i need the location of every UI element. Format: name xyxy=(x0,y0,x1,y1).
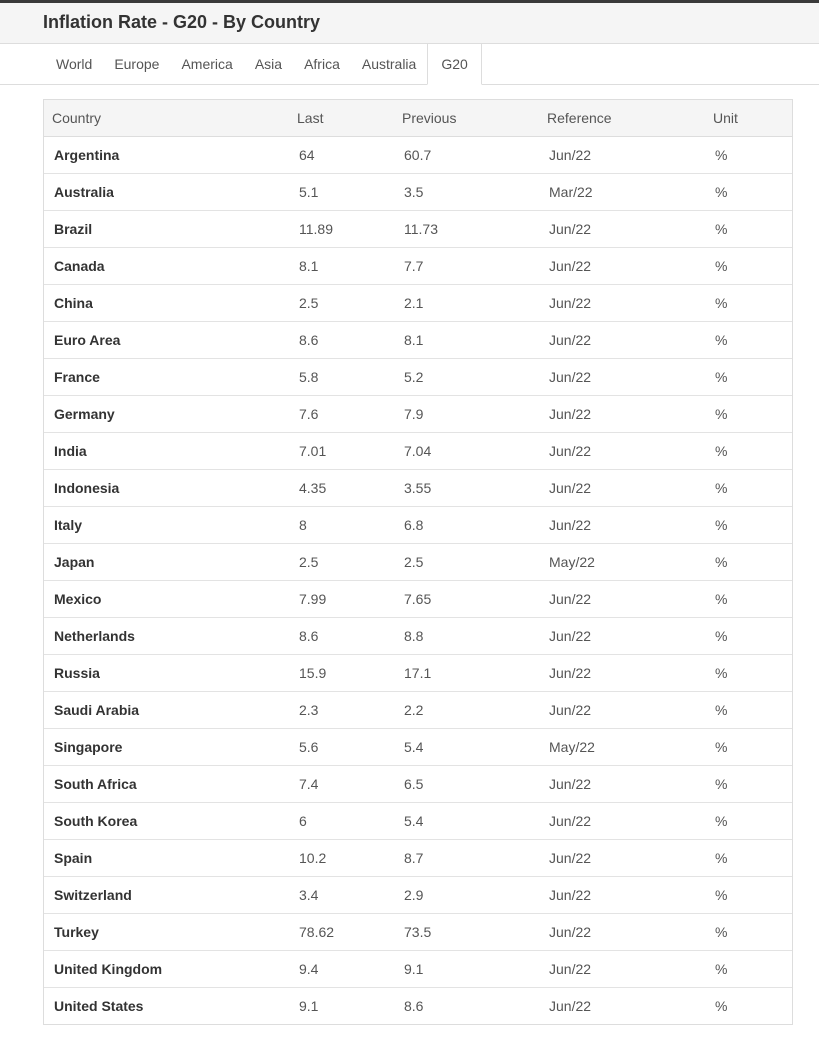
country-cell[interactable]: Singapore xyxy=(44,729,289,766)
region-tabs xyxy=(0,44,819,85)
table-row xyxy=(44,729,792,766)
previous-cell: 5.2 xyxy=(394,359,539,396)
reference-cell: Jun/22 xyxy=(539,692,705,729)
previous-cell: 8.1 xyxy=(394,322,539,359)
country-cell[interactable]: Turkey xyxy=(44,914,289,951)
country-cell[interactable]: Argentina xyxy=(54,147,120,163)
last-cell: 4.35 xyxy=(289,470,394,507)
previous-cell: 8.7 xyxy=(394,840,539,877)
last-cell: 3.4 xyxy=(289,877,394,914)
unit-cell: % xyxy=(705,544,792,581)
unit-cell: % xyxy=(705,729,792,766)
previous-cell: 8.8 xyxy=(394,618,539,655)
tab-world[interactable]: World xyxy=(56,56,93,72)
column-header-previous[interactable]: Previous xyxy=(394,100,539,137)
last-cell: 9.4 xyxy=(289,951,394,988)
reference-cell: Jun/22 xyxy=(539,359,705,396)
reference-cell: Jun/22 xyxy=(539,396,705,433)
table-row xyxy=(44,544,792,581)
last-cell: 8 xyxy=(289,507,394,544)
country-cell[interactable]: Canada xyxy=(44,248,289,285)
last-cell: 64 xyxy=(299,147,315,163)
inflation-table-container xyxy=(43,99,793,1025)
table-header-row xyxy=(44,100,792,137)
unit-cell: % xyxy=(705,766,792,803)
last-cell: 78.62 xyxy=(289,914,394,951)
reference-cell: Jun/22 xyxy=(539,507,705,544)
country-cell[interactable]: Indonesia xyxy=(44,470,289,507)
reference-cell: Jun/22 xyxy=(539,285,705,322)
reference-cell: Jun/22 xyxy=(539,655,705,692)
reference-cell: Jun/22 xyxy=(539,766,705,803)
unit-cell: % xyxy=(705,655,792,692)
reference-cell: May/22 xyxy=(539,729,705,766)
country-cell[interactable]: Netherlands xyxy=(44,618,289,655)
inflation-table xyxy=(44,100,792,1024)
reference-cell: Jun/22 xyxy=(539,322,705,359)
column-header-last[interactable]: Last xyxy=(289,100,394,137)
last-cell: 7.4 xyxy=(289,766,394,803)
unit-cell: % xyxy=(705,507,792,544)
table-row xyxy=(44,359,792,396)
unit-cell: % xyxy=(705,840,792,877)
unit-cell: % xyxy=(705,803,792,840)
table-row xyxy=(44,396,792,433)
table-row xyxy=(44,322,792,359)
reference-cell: Jun/22 xyxy=(539,988,705,1025)
unit-cell: % xyxy=(705,322,792,359)
unit-cell: % xyxy=(705,433,792,470)
page-title: Inflation Rate - G20 - By Country xyxy=(43,12,321,32)
table-row xyxy=(44,470,792,507)
reference-cell: Jun/22 xyxy=(549,147,592,163)
previous-cell: 3.55 xyxy=(394,470,539,507)
reference-cell: Jun/22 xyxy=(539,248,705,285)
unit-cell: % xyxy=(705,470,792,507)
country-cell[interactable]: Switzerland xyxy=(44,877,289,914)
previous-cell: 7.7 xyxy=(394,248,539,285)
table-row xyxy=(44,285,792,322)
country-cell[interactable]: Germany xyxy=(44,396,289,433)
tab-america[interactable]: America xyxy=(181,56,233,72)
unit-cell: % xyxy=(705,877,792,914)
reference-cell: Jun/22 xyxy=(539,840,705,877)
country-cell[interactable]: United Kingdom xyxy=(44,951,289,988)
last-cell: 11.89 xyxy=(289,211,394,248)
column-header-unit[interactable]: Unit xyxy=(705,100,792,137)
previous-cell: 8.6 xyxy=(394,988,539,1025)
table-row xyxy=(44,914,792,951)
unit-cell: % xyxy=(705,248,792,285)
previous-cell: 5.4 xyxy=(394,803,539,840)
tab-g20[interactable]: G20 xyxy=(427,44,481,85)
last-cell: 6 xyxy=(289,803,394,840)
previous-cell: 11.73 xyxy=(394,211,539,248)
table-row xyxy=(44,581,792,618)
page-header xyxy=(0,3,819,44)
reference-cell: Jun/22 xyxy=(539,581,705,618)
table-row xyxy=(44,137,792,174)
country-cell[interactable]: Brazil xyxy=(44,211,289,248)
last-cell: 2.5 xyxy=(289,544,394,581)
country-cell[interactable]: South Africa xyxy=(44,766,289,803)
unit-cell: % xyxy=(705,914,792,951)
reference-cell: Jun/22 xyxy=(539,914,705,951)
last-cell: 5.1 xyxy=(289,174,394,211)
column-header-country[interactable]: Country xyxy=(44,100,289,137)
previous-cell: 73.5 xyxy=(394,914,539,951)
last-cell: 9.1 xyxy=(289,988,394,1025)
unit-cell: % xyxy=(715,147,728,163)
table-row xyxy=(44,766,792,803)
previous-cell: 2.5 xyxy=(394,544,539,581)
column-header-reference[interactable]: Reference xyxy=(539,100,705,137)
country-cell[interactable]: France xyxy=(44,359,289,396)
previous-cell: 2.2 xyxy=(394,692,539,729)
table-row xyxy=(44,618,792,655)
country-cell[interactable]: Spain xyxy=(44,840,289,877)
reference-cell: May/22 xyxy=(539,544,705,581)
tab-australia[interactable]: Australia xyxy=(361,56,417,72)
previous-cell: 7.04 xyxy=(394,433,539,470)
last-cell: 2.5 xyxy=(289,285,394,322)
previous-cell: 3.5 xyxy=(394,174,539,211)
reference-cell: Jun/22 xyxy=(539,877,705,914)
table-body xyxy=(44,137,792,1025)
reference-cell: Jun/22 xyxy=(539,211,705,248)
last-cell: 5.6 xyxy=(289,729,394,766)
reference-cell: Jun/22 xyxy=(539,803,705,840)
country-cell[interactable]: China xyxy=(44,285,289,322)
last-cell: 8.6 xyxy=(289,618,394,655)
last-cell: 5.8 xyxy=(289,359,394,396)
last-cell: 7.99 xyxy=(289,581,394,618)
previous-cell: 17.1 xyxy=(394,655,539,692)
country-cell[interactable]: Australia xyxy=(44,174,289,211)
country-cell[interactable]: Japan xyxy=(44,544,289,581)
reference-cell: Mar/22 xyxy=(539,174,705,211)
country-cell[interactable]: Euro Area xyxy=(44,322,289,359)
unit-cell: % xyxy=(705,285,792,322)
reference-cell: Jun/22 xyxy=(539,433,705,470)
country-cell[interactable]: Saudi Arabia xyxy=(44,692,289,729)
unit-cell: % xyxy=(705,211,792,248)
last-cell: 10.2 xyxy=(289,840,394,877)
previous-cell: 7.9 xyxy=(394,396,539,433)
table-row xyxy=(44,174,792,211)
country-cell[interactable]: United States xyxy=(44,988,289,1025)
previous-cell: 5.4 xyxy=(394,729,539,766)
last-cell: 2.3 xyxy=(289,692,394,729)
unit-cell: % xyxy=(705,581,792,618)
table-row xyxy=(44,433,792,470)
unit-cell: % xyxy=(705,618,792,655)
tab-africa[interactable]: Africa xyxy=(304,56,340,72)
table-row xyxy=(44,211,792,248)
table-row xyxy=(44,840,792,877)
unit-cell: % xyxy=(705,692,792,729)
country-cell[interactable]: South Korea xyxy=(44,803,289,840)
unit-cell: % xyxy=(705,396,792,433)
table-row xyxy=(44,803,792,840)
previous-cell: 6.8 xyxy=(394,507,539,544)
previous-cell: 7.65 xyxy=(394,581,539,618)
tab-europe[interactable]: Europe xyxy=(114,56,160,72)
reference-cell: Jun/22 xyxy=(539,470,705,507)
reference-cell: Jun/22 xyxy=(539,951,705,988)
country-cell[interactable]: Italy xyxy=(44,507,289,544)
last-cell: 8.6 xyxy=(289,322,394,359)
previous-cell: 2.9 xyxy=(394,877,539,914)
table-row xyxy=(44,507,792,544)
table-row xyxy=(44,655,792,692)
previous-cell: 6.5 xyxy=(394,766,539,803)
table-row xyxy=(44,248,792,285)
unit-cell: % xyxy=(705,951,792,988)
last-cell: 15.9 xyxy=(289,655,394,692)
last-cell: 7.01 xyxy=(289,433,394,470)
unit-cell: % xyxy=(705,174,792,211)
table-row xyxy=(44,951,792,988)
previous-cell: 9.1 xyxy=(394,951,539,988)
reference-cell: Jun/22 xyxy=(539,618,705,655)
table-row xyxy=(44,988,792,1025)
country-cell[interactable]: India xyxy=(44,433,289,470)
table-row xyxy=(44,692,792,729)
table-row xyxy=(44,877,792,914)
last-cell: 7.6 xyxy=(289,396,394,433)
tab-asia[interactable]: Asia xyxy=(254,56,283,72)
previous-cell: 60.7 xyxy=(404,147,432,163)
last-cell: 8.1 xyxy=(289,248,394,285)
country-cell[interactable]: Mexico xyxy=(44,581,289,618)
previous-cell: 2.1 xyxy=(394,285,539,322)
unit-cell: % xyxy=(705,359,792,396)
country-cell[interactable]: Russia xyxy=(44,655,289,692)
unit-cell: % xyxy=(705,988,792,1025)
